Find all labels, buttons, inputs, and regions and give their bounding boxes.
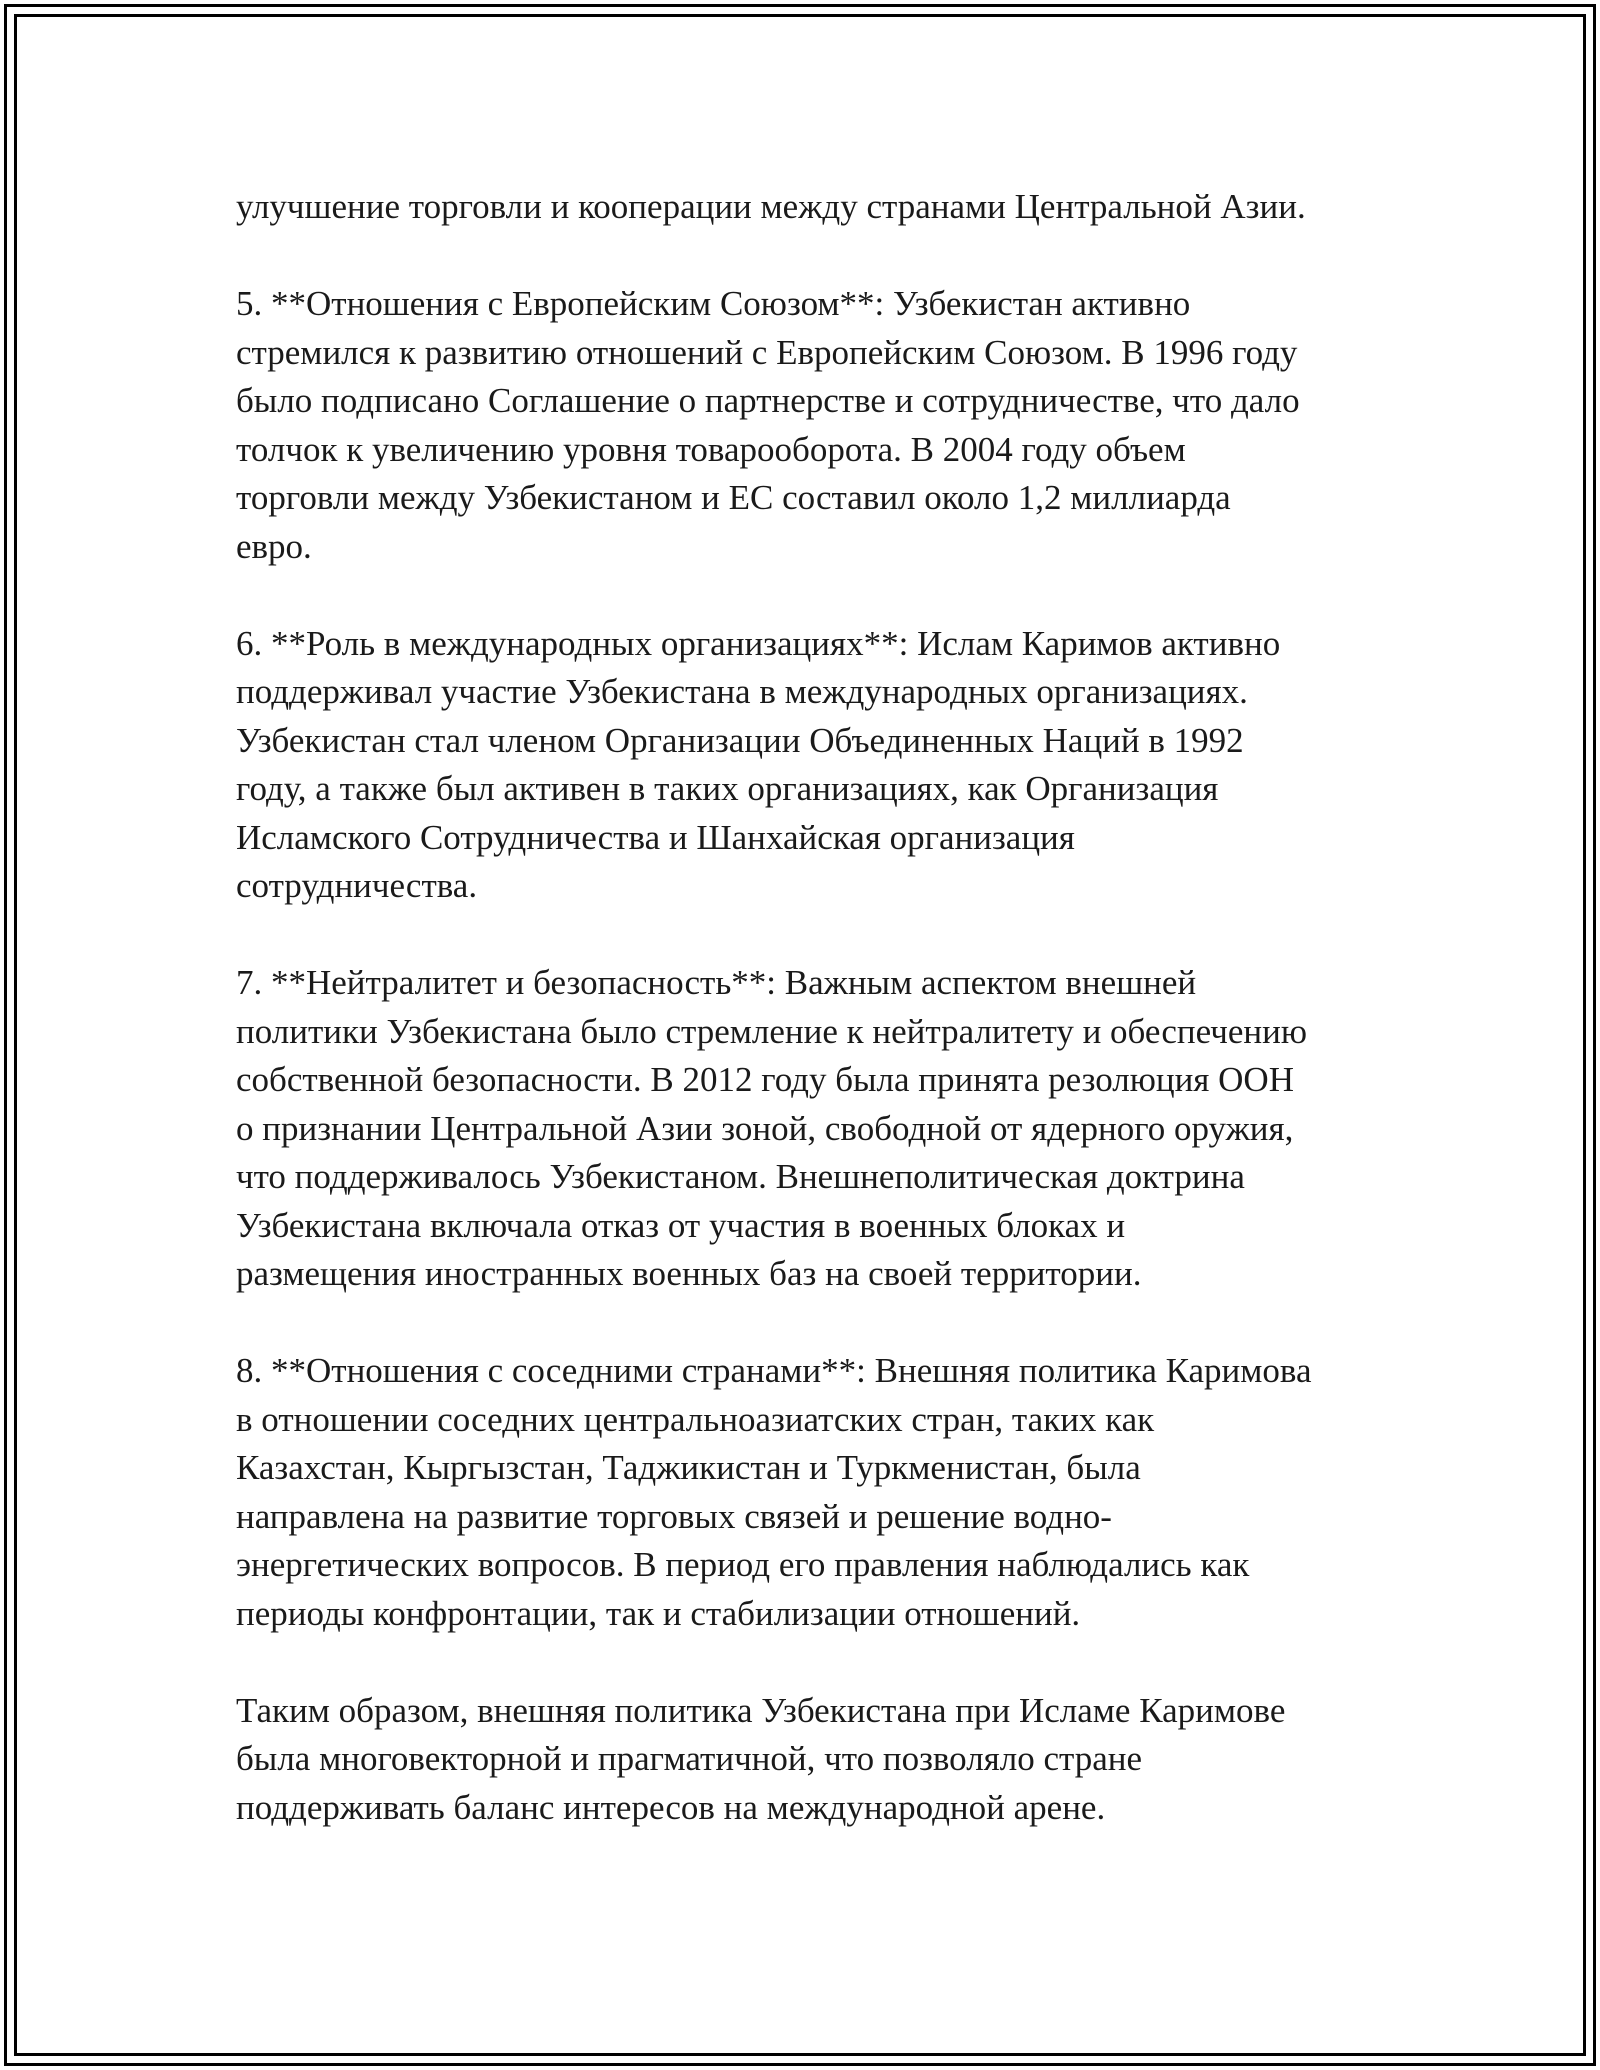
paragraph-international-organizations: 6. **Роль в международных организациях**: Ислам Каримов активно поддерживал участие Узбекистана в международных организациях. Узбекистан стал членом Организации Объединенных Наций в 1992 году, а также был активен в таких организациях, как Организация Исламского Сотрудничества и Шанхайская организация сотрудничества. xyxy=(236,623,1281,905)
document-body xyxy=(236,183,1396,1881)
paragraph-neighbor-relations: 8. **Отношения с соседними странами**: Внешняя политика Каримова в отношении соседних центральноазиатских стран, таких как Казахстан, Кыргызстан, Таджикистан и Туркменистан, была направлена на развитие торговых связей и решение водно- энергетических вопросов. В период его правления наблюдались как периоды конфронтации, так и стабилизации отношений. xyxy=(236,1351,1312,1633)
paragraph-continuation: улучшение торговли и кооперации между странами Центральной Азии. xyxy=(236,187,1306,226)
paragraph-eu-relations: 5. **Отношения с Европейским Союзом**: Узбекистан активно стремился к развитию отношений с Европейским Союзом. В 1996 году было подписано Соглашение о партнерстве и сотрудничестве, что дало толчок к увеличению уровня товарооборота. В 2004 году объем торговли между Узбекистаном и ЕС составил около 1,2 миллиарда евро. xyxy=(236,284,1300,566)
paragraph-neutrality-security: 7. **Нейтралитет и безопасность**: Важным аспектом внешней политики Узбекистана было стремление к нейтралитету и обеспечению собственной безопасности. В 2012 году была принята резолюция ООН о признании Центральной Азии зоной, свободной от ядерного оружия, что поддерживалось Узбекистаном. Внешнеполитическая доктрина Узбекистана включала отказ от участия в военных блоках и размещения иностранных военных баз на своей территории. xyxy=(236,963,1307,1293)
paragraph-conclusion: Таким образом, внешняя политика Узбекистана при Исламе Каримове была многовекторной и прагматичной, что позволяло стране поддерживать баланс интересов на международной арене. xyxy=(236,1690,1286,1827)
